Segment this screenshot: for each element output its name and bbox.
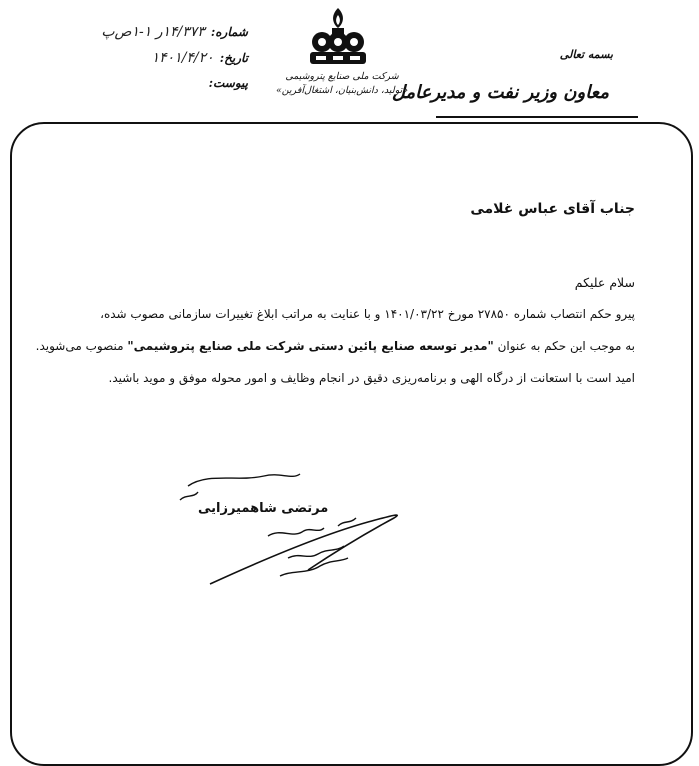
bism-heading: بسمه تعالی: [559, 48, 613, 61]
attachment-row: [128, 76, 248, 102]
signatory-name: مرتضی شاهمیرزایی: [198, 501, 329, 516]
attachment-label: پیوست:: [208, 76, 248, 90]
greeting: سلام علیکم: [574, 275, 635, 290]
recipient: جناب آقای عباس غلامی: [470, 201, 635, 217]
handwritten-signature: [168, 466, 428, 596]
letter-frame: [10, 122, 693, 766]
number-label: شماره:: [210, 25, 248, 39]
date-label: تاریخ:: [219, 51, 248, 65]
appointed-position: "مدیر توسعه صنایع پائین دستی شرکت ملی صنایع پتروشیمی": [127, 339, 494, 353]
body-paragraph-2-suffix: منصوب می‌شوید.: [35, 339, 128, 353]
letter-meta: [101, 24, 248, 102]
body-paragraph-2: [35, 335, 635, 357]
date-row: [128, 50, 248, 76]
logo-caption-motto: «تولید، دانش‌بنیان، اشتغال‌آفرین»: [275, 85, 409, 96]
logo-caption-company: شرکت ملی صنایع پتروشیمی: [285, 71, 399, 82]
title-underline: [436, 116, 638, 118]
body-paragraph-1: پیرو حکم انتصاب شماره ۲۷۸۵۰ مورخ ۱۴۰۱/۰۳/۲۲ و با عنایت به مراتب ابلاغ تغییرات سازمانی مصوب شده،: [100, 307, 635, 321]
date-value: ۱۴۰۱/۴/۲۰: [151, 50, 214, 66]
letter-body: [35, 303, 635, 389]
number-value: ۱۴/۳۷۳ر ۱-۱ص‌پ: [101, 24, 205, 40]
office-title: معاون وزیر نفت و مدیرعامل: [391, 82, 609, 103]
company-logo-icon: [300, 6, 376, 68]
body-paragraph-2-prefix: به موجب این حکم به عنوان: [493, 339, 635, 353]
body-paragraph-3: امید است با استعانت از درگاه الهی و برنامه‌ریزی دقیق در انجام وظایف و امور محوله موفق و موید باشید.: [108, 371, 635, 385]
number-row: [101, 24, 248, 50]
